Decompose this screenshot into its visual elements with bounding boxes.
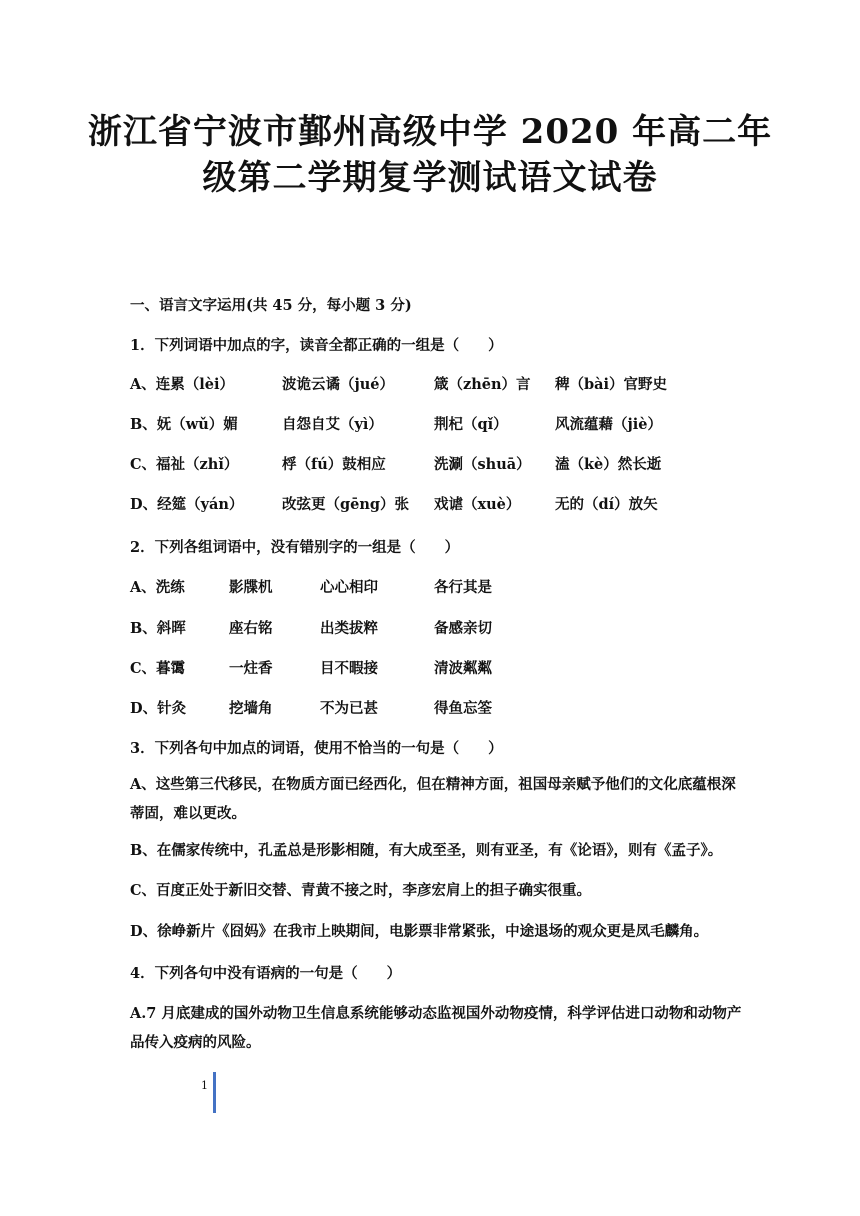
- q1-cell: A、连累（lèi）: [130, 376, 234, 393]
- section-heading: 一、语言文字运用(共 45 分，每小题 3 分): [130, 297, 412, 314]
- q2-cell: 出类拔粹: [320, 620, 378, 637]
- q2-cell: D、针灸: [130, 700, 187, 717]
- q4-option-a: A.7 月底建成的国外动物卫生信息系统能够动态监视国外动物疫情，科学评估进口动物和动物产品传入疫病的风险。: [130, 1005, 742, 1051]
- q1-cell: 荆杞（qǐ）: [434, 416, 508, 433]
- q2-cell: 各行其是: [434, 579, 492, 596]
- q1-cell: 洗涮（shuā）: [434, 456, 531, 473]
- q1-cell: D、经筵（yán）: [130, 496, 244, 513]
- q3-option-c: C、百度正处于新旧交替、青黄不接之时，李彦宏肩上的担子确实很重。: [130, 882, 592, 899]
- q2-cell: A、洗练: [130, 579, 185, 596]
- q1-cell: 无的（dí）放矢: [555, 496, 658, 513]
- q2-cell: 心心相印: [320, 579, 378, 596]
- q2-cell: 座右铭: [229, 620, 273, 637]
- q1-cell: 自怨自艾（yì）: [282, 416, 383, 433]
- q3-option-b: B、在儒家传统中，孔孟总是形影相随，有大成至圣，则有亚圣，有《论语》，则有《孟子》。: [130, 842, 723, 859]
- question-1-stem: 1．下列词语中加点的字，读音全都正确的一组是（ ）: [130, 337, 503, 354]
- question-2-stem: 2．下列各组词语中，没有错别字的一组是（ ）: [130, 539, 460, 556]
- q3-option-d: D、徐峥新片《囧妈》在我市上映期间，电影票非常紧张，中途退场的观众更是凤毛麟角。: [130, 923, 709, 940]
- q1-cell: 戏谑（xuè）: [434, 496, 521, 513]
- q2-cell: 清波粼粼: [434, 660, 492, 677]
- q3-option-a: A、这些第三代移民，在物质方面已经西化，但在精神方面，祖国母亲赋予他们的文化底蕴根深蒂固，难以更改。: [130, 776, 736, 822]
- q1-cell: 桴（fú）鼓相应: [282, 456, 386, 473]
- document-title-line2: 级第二学期复学测试语文试卷: [202, 158, 658, 198]
- q1-cell: 波诡云谲（jué）: [282, 376, 395, 393]
- q2-cell: C、暮霭: [130, 660, 186, 677]
- q1-cell: C、福祉（zhǐ）: [130, 456, 239, 473]
- question-4-stem: 4．下列各句中没有语病的一句是（ ）: [130, 965, 402, 982]
- q2-cell: B、斜晖: [130, 620, 186, 637]
- q1-cell: 箴（zhēn）言: [434, 376, 531, 393]
- q2-cell: 影牒机: [229, 579, 273, 596]
- q2-cell: 目不暇接: [320, 660, 378, 677]
- page-number: 1: [201, 1079, 208, 1092]
- q2-cell: 一炷香: [229, 660, 273, 677]
- q2-cell: 备感亲切: [434, 620, 492, 637]
- question-3-stem: 3．下列各句中加点的词语，使用不恰当的一句是（ ）: [130, 740, 503, 757]
- q1-cell: 改弦更（gēng）张: [282, 496, 410, 513]
- q1-cell: 风流蕴藉（jiè）: [555, 416, 662, 433]
- q2-cell: 不为已甚: [320, 700, 378, 717]
- q1-cell: B、妩（wǔ）媚: [130, 416, 238, 433]
- document-title-line1: 浙江省宁波市鄞州高级中学 2020 年高二年: [87, 112, 773, 152]
- page-number-bar: [213, 1072, 216, 1113]
- q2-cell: 挖墙角: [229, 700, 273, 717]
- q2-cell: 得鱼忘筌: [434, 700, 492, 717]
- q1-cell: 溘（kè）然长逝: [555, 456, 662, 473]
- q1-cell: 稗（bài）官野史: [555, 376, 668, 393]
